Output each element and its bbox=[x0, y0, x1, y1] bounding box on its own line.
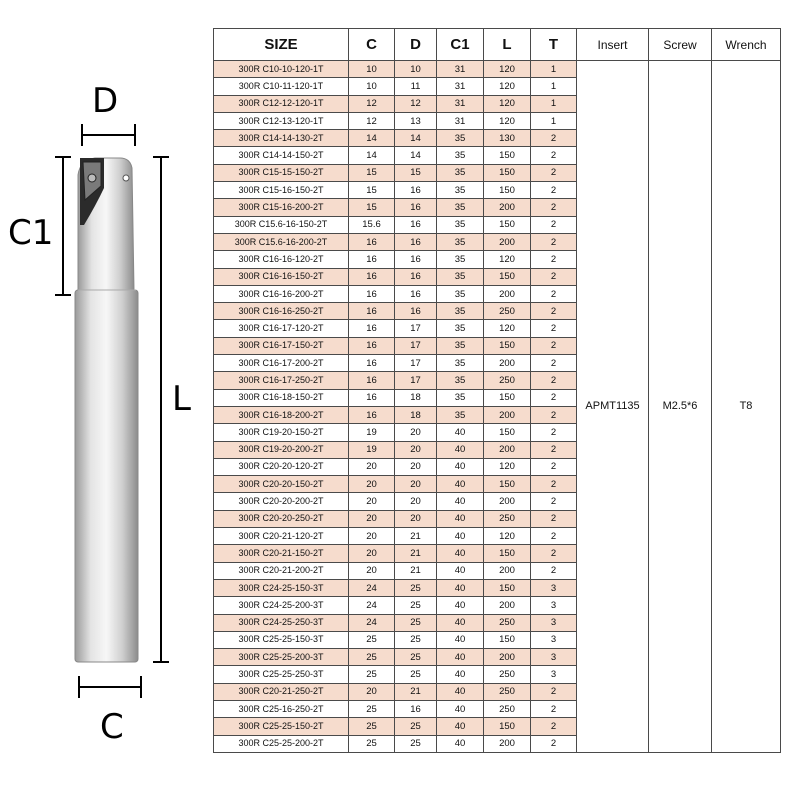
cell-t: 2 bbox=[531, 285, 577, 302]
cell-c1: 35 bbox=[437, 337, 484, 354]
cell-c: 10 bbox=[349, 78, 395, 95]
cell-t: 3 bbox=[531, 614, 577, 631]
cell-d: 14 bbox=[395, 130, 437, 147]
cell-c1: 35 bbox=[437, 389, 484, 406]
cell-size: 300R C20-20-250-2T bbox=[214, 510, 349, 527]
cell-size: 300R C25-25-150-2T bbox=[214, 718, 349, 735]
header-size: SIZE bbox=[214, 29, 349, 61]
cell-t: 1 bbox=[531, 61, 577, 78]
cell-size: 300R C12-13-120-1T bbox=[214, 112, 349, 129]
cell-size: 300R C15.6-16-200-2T bbox=[214, 233, 349, 250]
cell-size: 300R C15-16-200-2T bbox=[214, 199, 349, 216]
cell-l: 120 bbox=[484, 458, 531, 475]
cell-t: 2 bbox=[531, 268, 577, 285]
cell-size: 300R C16-17-120-2T bbox=[214, 320, 349, 337]
cell-t: 2 bbox=[531, 493, 577, 510]
cell-c1: 35 bbox=[437, 303, 484, 320]
cell-t: 2 bbox=[531, 130, 577, 147]
cell-c1: 40 bbox=[437, 493, 484, 510]
cell-c1: 40 bbox=[437, 545, 484, 562]
cell-c1: 40 bbox=[437, 614, 484, 631]
cell-c: 20 bbox=[349, 493, 395, 510]
cell-l: 200 bbox=[484, 441, 531, 458]
cell-c: 16 bbox=[349, 268, 395, 285]
dimension-line-c bbox=[79, 676, 141, 698]
cell-d: 17 bbox=[395, 337, 437, 354]
cell-c1: 35 bbox=[437, 164, 484, 181]
cell-t: 2 bbox=[531, 303, 577, 320]
cell-t: 2 bbox=[531, 424, 577, 441]
cell-d: 25 bbox=[395, 579, 437, 596]
cell-size: 300R C16-16-120-2T bbox=[214, 251, 349, 268]
spec-table bbox=[213, 28, 781, 753]
cell-c1: 40 bbox=[437, 579, 484, 596]
dimension-line-l bbox=[153, 157, 169, 662]
cell-size: 300R C20-20-200-2T bbox=[214, 493, 349, 510]
cell-l: 120 bbox=[484, 95, 531, 112]
cell-c1: 35 bbox=[437, 182, 484, 199]
cell-d: 16 bbox=[395, 285, 437, 302]
cell-c1: 40 bbox=[437, 528, 484, 545]
cell-d: 20 bbox=[395, 424, 437, 441]
cell-size: 300R C16-17-150-2T bbox=[214, 337, 349, 354]
cell-c: 10 bbox=[349, 61, 395, 78]
cell-c: 20 bbox=[349, 510, 395, 527]
cell-t: 2 bbox=[531, 147, 577, 164]
cell-d: 16 bbox=[395, 233, 437, 250]
cell-d: 21 bbox=[395, 683, 437, 700]
cell-d: 18 bbox=[395, 406, 437, 423]
cell-l: 120 bbox=[484, 251, 531, 268]
cell-c1: 35 bbox=[437, 147, 484, 164]
cell-size: 300R C24-25-200-3T bbox=[214, 597, 349, 614]
cell-size: 300R C16-18-150-2T bbox=[214, 389, 349, 406]
cell-c: 16 bbox=[349, 233, 395, 250]
cell-l: 150 bbox=[484, 164, 531, 181]
cell-size: 300R C20-20-120-2T bbox=[214, 458, 349, 475]
cell-l: 250 bbox=[484, 700, 531, 717]
cell-size: 300R C14-14-150-2T bbox=[214, 147, 349, 164]
end-mill-tool bbox=[75, 158, 138, 662]
header-wrench: Wrench bbox=[712, 29, 781, 61]
cell-t: 2 bbox=[531, 216, 577, 233]
cell-l: 150 bbox=[484, 579, 531, 596]
cell-d: 21 bbox=[395, 528, 437, 545]
cell-l: 200 bbox=[484, 597, 531, 614]
dimension-line-d bbox=[82, 124, 135, 146]
cell-l: 250 bbox=[484, 372, 531, 389]
cell-l: 150 bbox=[484, 216, 531, 233]
cell-insert: APMT1135 bbox=[577, 61, 649, 753]
cell-l: 250 bbox=[484, 683, 531, 700]
cell-d: 20 bbox=[395, 476, 437, 493]
cell-c: 16 bbox=[349, 389, 395, 406]
cell-size: 300R C20-21-150-2T bbox=[214, 545, 349, 562]
cell-size: 300R C20-20-150-2T bbox=[214, 476, 349, 493]
dimension-label-d: D bbox=[92, 81, 119, 121]
cell-c1: 31 bbox=[437, 95, 484, 112]
cell-t: 2 bbox=[531, 355, 577, 372]
cell-size: 300R C25-16-250-2T bbox=[214, 700, 349, 717]
header-insert: Insert bbox=[577, 29, 649, 61]
cell-d: 25 bbox=[395, 666, 437, 683]
cell-t: 2 bbox=[531, 528, 577, 545]
cell-l: 250 bbox=[484, 666, 531, 683]
cell-size: 300R C14-14-130-2T bbox=[214, 130, 349, 147]
cell-c: 16 bbox=[349, 251, 395, 268]
cell-c: 20 bbox=[349, 458, 395, 475]
dimension-label-l: L bbox=[172, 379, 191, 419]
cell-l: 250 bbox=[484, 510, 531, 527]
cell-d: 10 bbox=[395, 61, 437, 78]
cell-c: 16 bbox=[349, 320, 395, 337]
cell-t: 2 bbox=[531, 164, 577, 181]
cell-c1: 40 bbox=[437, 510, 484, 527]
cell-l: 200 bbox=[484, 735, 531, 752]
cell-t: 2 bbox=[531, 545, 577, 562]
cell-l: 150 bbox=[484, 424, 531, 441]
cell-t: 2 bbox=[531, 233, 577, 250]
cell-d: 15 bbox=[395, 164, 437, 181]
cell-t: 1 bbox=[531, 95, 577, 112]
cell-d: 20 bbox=[395, 441, 437, 458]
cell-c1: 40 bbox=[437, 424, 484, 441]
cell-l: 200 bbox=[484, 233, 531, 250]
cell-d: 25 bbox=[395, 718, 437, 735]
cell-d: 13 bbox=[395, 112, 437, 129]
cell-d: 20 bbox=[395, 493, 437, 510]
cell-c: 16 bbox=[349, 337, 395, 354]
cell-c: 16 bbox=[349, 406, 395, 423]
cell-c1: 40 bbox=[437, 683, 484, 700]
dimension-label-c1: C1 bbox=[8, 213, 54, 253]
header-t: T bbox=[531, 29, 577, 61]
cell-c: 25 bbox=[349, 735, 395, 752]
cell-t: 1 bbox=[531, 112, 577, 129]
cell-l: 150 bbox=[484, 147, 531, 164]
cell-d: 16 bbox=[395, 268, 437, 285]
cell-c1: 40 bbox=[437, 631, 484, 648]
header-c1: C1 bbox=[437, 29, 484, 61]
cell-t: 2 bbox=[531, 718, 577, 735]
cell-l: 250 bbox=[484, 303, 531, 320]
cell-c1: 40 bbox=[437, 597, 484, 614]
cell-c: 15 bbox=[349, 182, 395, 199]
cell-size: 300R C19-20-150-2T bbox=[214, 424, 349, 441]
cell-d: 11 bbox=[395, 78, 437, 95]
cell-l: 200 bbox=[484, 649, 531, 666]
cell-wrench: T8 bbox=[712, 61, 781, 753]
header-c: C bbox=[349, 29, 395, 61]
cell-c1: 40 bbox=[437, 476, 484, 493]
cell-t: 2 bbox=[531, 510, 577, 527]
cell-l: 150 bbox=[484, 268, 531, 285]
cell-c: 12 bbox=[349, 95, 395, 112]
cell-t: 2 bbox=[531, 683, 577, 700]
cell-c1: 40 bbox=[437, 666, 484, 683]
cell-t: 3 bbox=[531, 597, 577, 614]
cell-size: 300R C16-16-200-2T bbox=[214, 285, 349, 302]
cell-c1: 31 bbox=[437, 78, 484, 95]
cell-size: 300R C24-25-250-3T bbox=[214, 614, 349, 631]
cell-c1: 40 bbox=[437, 562, 484, 579]
cell-d: 21 bbox=[395, 562, 437, 579]
cell-d: 16 bbox=[395, 700, 437, 717]
insert-screw bbox=[88, 174, 96, 182]
cell-d: 16 bbox=[395, 303, 437, 320]
cell-size: 300R C25-25-200-2T bbox=[214, 735, 349, 752]
cell-size: 300R C24-25-150-3T bbox=[214, 579, 349, 596]
cell-d: 25 bbox=[395, 631, 437, 648]
cell-c: 25 bbox=[349, 700, 395, 717]
cell-l: 120 bbox=[484, 528, 531, 545]
cell-t: 2 bbox=[531, 458, 577, 475]
cell-c1: 35 bbox=[437, 216, 484, 233]
tool-shank bbox=[75, 290, 138, 662]
cell-t: 2 bbox=[531, 182, 577, 199]
cell-l: 130 bbox=[484, 130, 531, 147]
cell-t: 3 bbox=[531, 579, 577, 596]
cell-l: 150 bbox=[484, 718, 531, 735]
cell-size: 300R C20-21-250-2T bbox=[214, 683, 349, 700]
cell-l: 200 bbox=[484, 493, 531, 510]
cell-size: 300R C20-21-120-2T bbox=[214, 528, 349, 545]
cell-c1: 31 bbox=[437, 112, 484, 129]
cell-c1: 35 bbox=[437, 355, 484, 372]
cell-l: 120 bbox=[484, 78, 531, 95]
cell-l: 150 bbox=[484, 389, 531, 406]
cell-c1: 35 bbox=[437, 199, 484, 216]
cell-size: 300R C10-10-120-1T bbox=[214, 61, 349, 78]
cell-c: 25 bbox=[349, 631, 395, 648]
cell-c1: 35 bbox=[437, 233, 484, 250]
cell-d: 17 bbox=[395, 372, 437, 389]
cell-size: 300R C15.6-16-150-2T bbox=[214, 216, 349, 233]
cell-l: 150 bbox=[484, 182, 531, 199]
cell-size: 300R C16-16-150-2T bbox=[214, 268, 349, 285]
cell-d: 14 bbox=[395, 147, 437, 164]
cell-l: 200 bbox=[484, 199, 531, 216]
cell-t: 2 bbox=[531, 320, 577, 337]
cell-size: 300R C15-15-150-2T bbox=[214, 164, 349, 181]
cell-size: 300R C19-20-200-2T bbox=[214, 441, 349, 458]
cell-size: 300R C25-25-150-3T bbox=[214, 631, 349, 648]
cell-d: 25 bbox=[395, 597, 437, 614]
header-l: L bbox=[484, 29, 531, 61]
cell-c: 15 bbox=[349, 199, 395, 216]
dimension-label-c: C bbox=[100, 707, 124, 747]
cell-t: 2 bbox=[531, 476, 577, 493]
cell-l: 250 bbox=[484, 614, 531, 631]
cell-t: 2 bbox=[531, 562, 577, 579]
cell-d: 16 bbox=[395, 251, 437, 268]
cell-d: 20 bbox=[395, 458, 437, 475]
cell-c: 20 bbox=[349, 476, 395, 493]
cell-c: 20 bbox=[349, 545, 395, 562]
coolant-hole bbox=[123, 175, 129, 181]
cell-c: 14 bbox=[349, 147, 395, 164]
cell-t: 3 bbox=[531, 649, 577, 666]
cell-c: 24 bbox=[349, 614, 395, 631]
cell-c: 24 bbox=[349, 597, 395, 614]
cell-c: 12 bbox=[349, 112, 395, 129]
cell-d: 17 bbox=[395, 355, 437, 372]
cell-c1: 40 bbox=[437, 441, 484, 458]
table-row bbox=[214, 61, 781, 78]
cell-c: 19 bbox=[349, 441, 395, 458]
cell-d: 18 bbox=[395, 389, 437, 406]
cell-c1: 40 bbox=[437, 735, 484, 752]
table-body bbox=[214, 61, 781, 753]
cell-l: 200 bbox=[484, 355, 531, 372]
cell-c1: 35 bbox=[437, 268, 484, 285]
cell-t: 2 bbox=[531, 441, 577, 458]
cell-c: 16 bbox=[349, 285, 395, 302]
cell-c1: 35 bbox=[437, 406, 484, 423]
cell-t: 3 bbox=[531, 666, 577, 683]
cell-c1: 40 bbox=[437, 649, 484, 666]
cell-size: 300R C16-16-250-2T bbox=[214, 303, 349, 320]
cell-l: 150 bbox=[484, 337, 531, 354]
cell-c: 16 bbox=[349, 372, 395, 389]
cell-size: 300R C12-12-120-1T bbox=[214, 95, 349, 112]
cell-t: 2 bbox=[531, 372, 577, 389]
cell-l: 200 bbox=[484, 285, 531, 302]
cell-c1: 35 bbox=[437, 372, 484, 389]
cell-c: 19 bbox=[349, 424, 395, 441]
cell-size: 300R C20-21-200-2T bbox=[214, 562, 349, 579]
cell-size: 300R C16-18-200-2T bbox=[214, 406, 349, 423]
cell-d: 17 bbox=[395, 320, 437, 337]
cell-c1: 40 bbox=[437, 700, 484, 717]
cell-l: 150 bbox=[484, 631, 531, 648]
cell-t: 2 bbox=[531, 700, 577, 717]
cell-c: 20 bbox=[349, 683, 395, 700]
cell-l: 120 bbox=[484, 112, 531, 129]
cell-t: 2 bbox=[531, 406, 577, 423]
cell-c1: 40 bbox=[437, 458, 484, 475]
cell-l: 150 bbox=[484, 545, 531, 562]
cell-size: 300R C16-17-200-2T bbox=[214, 355, 349, 372]
cell-t: 1 bbox=[531, 78, 577, 95]
cell-c1: 35 bbox=[437, 320, 484, 337]
cell-size: 300R C16-17-250-2T bbox=[214, 372, 349, 389]
cell-d: 21 bbox=[395, 545, 437, 562]
cell-d: 12 bbox=[395, 95, 437, 112]
cell-c: 20 bbox=[349, 528, 395, 545]
cell-d: 16 bbox=[395, 216, 437, 233]
table-header-row bbox=[214, 29, 781, 61]
cell-t: 2 bbox=[531, 199, 577, 216]
cell-d: 20 bbox=[395, 510, 437, 527]
cell-c: 15.6 bbox=[349, 216, 395, 233]
cell-size: 300R C15-16-150-2T bbox=[214, 182, 349, 199]
cell-d: 25 bbox=[395, 735, 437, 752]
cell-d: 16 bbox=[395, 182, 437, 199]
cell-d: 16 bbox=[395, 199, 437, 216]
cell-c: 14 bbox=[349, 130, 395, 147]
cell-c1: 40 bbox=[437, 718, 484, 735]
cell-l: 120 bbox=[484, 320, 531, 337]
header-screw: Screw bbox=[649, 29, 712, 61]
cell-l: 120 bbox=[484, 61, 531, 78]
cell-size: 300R C25-25-250-3T bbox=[214, 666, 349, 683]
cell-c: 16 bbox=[349, 355, 395, 372]
cell-c: 20 bbox=[349, 562, 395, 579]
cell-t: 2 bbox=[531, 735, 577, 752]
cell-c: 25 bbox=[349, 718, 395, 735]
cell-t: 2 bbox=[531, 251, 577, 268]
cell-c: 25 bbox=[349, 649, 395, 666]
tool-dimension-drawing bbox=[0, 0, 210, 800]
cell-c: 25 bbox=[349, 666, 395, 683]
cell-c1: 35 bbox=[437, 251, 484, 268]
cell-c1: 35 bbox=[437, 130, 484, 147]
cell-c1: 35 bbox=[437, 285, 484, 302]
cell-size: 300R C25-25-200-3T bbox=[214, 649, 349, 666]
cell-t: 2 bbox=[531, 337, 577, 354]
cell-c: 24 bbox=[349, 579, 395, 596]
cell-d: 25 bbox=[395, 614, 437, 631]
cell-screw: M2.5*6 bbox=[649, 61, 712, 753]
cell-l: 200 bbox=[484, 406, 531, 423]
cell-size: 300R C10-11-120-1T bbox=[214, 78, 349, 95]
dimension-line-c1 bbox=[55, 157, 71, 295]
cell-d: 25 bbox=[395, 649, 437, 666]
header-d: D bbox=[395, 29, 437, 61]
cell-c1: 31 bbox=[437, 61, 484, 78]
cell-c: 15 bbox=[349, 164, 395, 181]
cell-l: 150 bbox=[484, 476, 531, 493]
cell-l: 200 bbox=[484, 562, 531, 579]
cell-c: 16 bbox=[349, 303, 395, 320]
cell-t: 2 bbox=[531, 389, 577, 406]
cell-t: 3 bbox=[531, 631, 577, 648]
